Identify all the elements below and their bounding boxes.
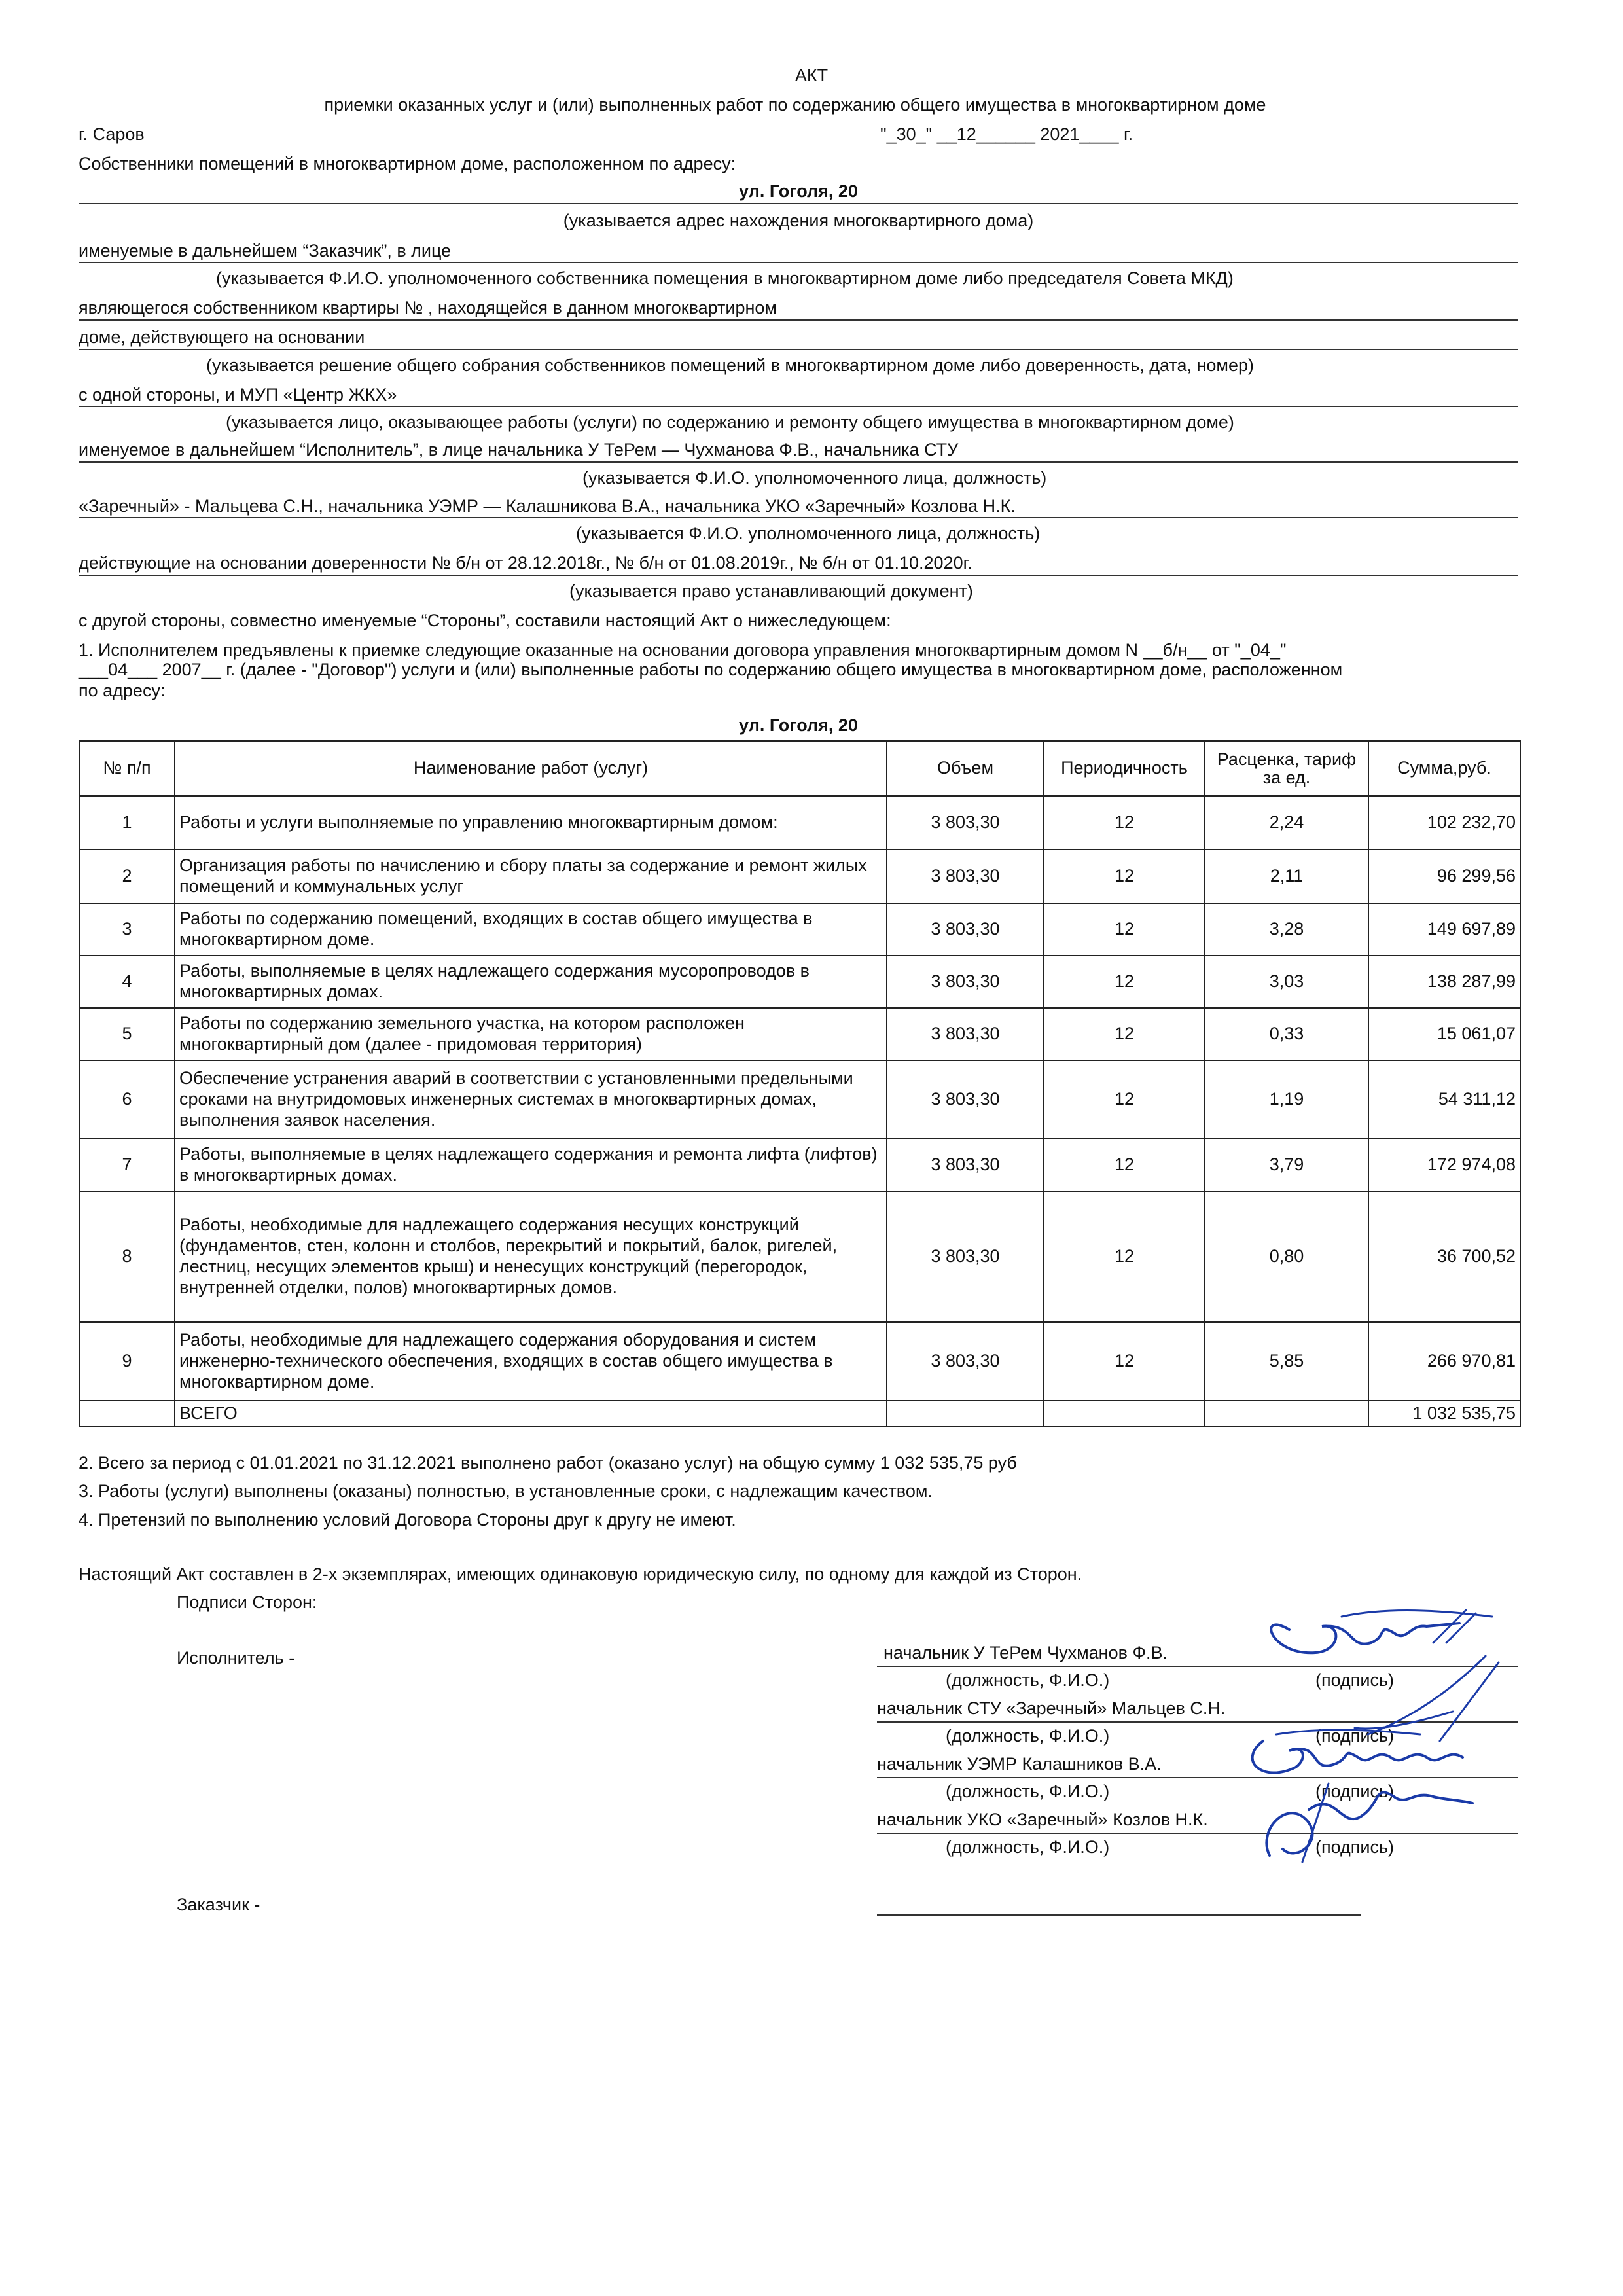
- table-total-row: [79, 1401, 1520, 1427]
- executor-label: Исполнитель -: [177, 1648, 295, 1668]
- row-rate: 1,19: [1205, 1060, 1368, 1139]
- paragraph-4: 4. Претензий по выполнению условий Договора Стороны друг к другу не имеют.: [79, 1510, 736, 1530]
- table-address: ул. Гоголя, 20: [739, 715, 858, 735]
- row-period: 12: [1044, 1322, 1205, 1401]
- house-address: ул. Гоголя, 20: [739, 181, 858, 201]
- row-num: 7: [79, 1139, 175, 1191]
- table-row: [79, 1322, 1520, 1401]
- table-row: [79, 850, 1520, 903]
- row-rate: 0,33: [1205, 1008, 1368, 1060]
- act-title: АКТ: [794, 65, 829, 85]
- row-period: 12: [1044, 903, 1205, 956]
- row-name: Работы, выполняемые в целях надлежащего содержания мусоропроводов в многоквартирных домах.: [175, 956, 887, 1008]
- table-header-row: [79, 741, 1520, 796]
- act-subtitle: приемки оказанных услуг и (или) выполненных работ по содержанию общего имущества в многоквартирном доме: [324, 95, 1266, 115]
- row-rate: 5,85: [1205, 1322, 1368, 1401]
- paragraph-3: 3. Работы (услуги) выполнены (оказаны) полностью, в установленные сроки, с надлежащим качеством.: [79, 1481, 933, 1501]
- paragraph-1-line-1: 1. Исполнителем предъявлены к приемке следующие оказанные на основании договора управления многоквартирным домом N __б/н__ от "_04_": [79, 640, 1287, 660]
- signer-hint: (должность, Ф.И.О.): [946, 1837, 1110, 1857]
- person-hint: (указывается Ф.И.О. уполномоченного лица, должность): [576, 524, 1041, 543]
- row-sum: 138 287,99: [1368, 956, 1520, 1008]
- row-volume: 3 803,30: [887, 796, 1044, 850]
- row-period: 12: [1044, 1191, 1205, 1322]
- header-num: № п/п: [79, 741, 175, 796]
- row-volume: 3 803,30: [887, 956, 1044, 1008]
- row-volume: 3 803,30: [887, 1060, 1044, 1139]
- row-sum: 36 700,52: [1368, 1191, 1520, 1322]
- document-hint: (указывается право устанавливающий документ): [569, 581, 973, 601]
- divider: [79, 461, 1518, 463]
- signer-position: начальник УЭМР Калашников В.А.: [877, 1754, 1162, 1774]
- divider: [79, 575, 1518, 576]
- total-empty-cell: [1044, 1401, 1205, 1427]
- signer-hint: (должность, Ф.И.О.): [946, 1782, 1110, 1801]
- row-volume: 3 803,30: [887, 1191, 1044, 1322]
- persons-line: «Заречный» - Мальцева С.Н., начальника УЭМР — Калашникова В.А., начальника УКО «Заречный» Козлова Н.К.: [79, 496, 1016, 516]
- row-rate: 2,24: [1205, 796, 1368, 850]
- row-num: 2: [79, 850, 175, 903]
- row-name: Организация работы по начислению и сбору платы за содержание и ремонт жилых помещений и коммунальных услуг: [175, 850, 887, 903]
- row-period: 12: [1044, 1060, 1205, 1139]
- row-name: Работы, выполняемые в целях надлежащего содержания и ремонта лифта (лифтов) в многоквартирных домах.: [175, 1139, 887, 1191]
- row-num: 5: [79, 1008, 175, 1060]
- row-sum: 149 697,89: [1368, 903, 1520, 956]
- house-basis-line: доме, действующего на основании: [79, 327, 365, 347]
- act-date: "_30_" __12______ 2021____ г.: [880, 124, 1133, 144]
- row-name: Работы по содержанию помещений, входящих в состав общего имущества в многоквартирном доме.: [175, 903, 887, 956]
- table-row: [79, 1191, 1520, 1322]
- one-side-line: с одной стороны, и МУП «Центр ЖКХ»: [79, 385, 397, 404]
- row-rate: 0,80: [1205, 1191, 1368, 1322]
- row-volume: 3 803,30: [887, 1008, 1044, 1060]
- row-sum: 15 061,07: [1368, 1008, 1520, 1060]
- row-period: 12: [1044, 1139, 1205, 1191]
- row-volume: 3 803,30: [887, 1322, 1044, 1401]
- row-volume: 3 803,30: [887, 850, 1044, 903]
- table-row: [79, 903, 1520, 956]
- table-row: [79, 956, 1520, 1008]
- signature-mark: [1230, 1770, 1505, 1873]
- signer-hint: (должность, Ф.И.О.): [946, 1670, 1110, 1690]
- row-volume: 3 803,30: [887, 1139, 1044, 1191]
- total-label: ВСЕГО: [175, 1401, 887, 1427]
- row-sum: 172 974,08: [1368, 1139, 1520, 1191]
- table-row: [79, 1008, 1520, 1060]
- row-volume: 3 803,30: [887, 903, 1044, 956]
- executor-line: именуемое в дальнейшем “Исполнитель”, в лице начальника У ТеРем — Чухманова Ф.В., начальника СТУ: [79, 440, 959, 459]
- total-empty-cell: [887, 1401, 1044, 1427]
- header-name: Наименование работ (услуг): [175, 741, 887, 796]
- customer-line: именуемые в дальнейшем “Заказчик”, в лице: [79, 241, 452, 260]
- other-side-line: с другой стороны, совместно именуемые “Стороны”, составили настоящий Акт о нижеследующем:: [79, 611, 891, 630]
- row-period: 12: [1044, 1008, 1205, 1060]
- row-num: 3: [79, 903, 175, 956]
- row-sum: 54 311,12: [1368, 1060, 1520, 1139]
- header-period: Периодичность: [1044, 741, 1205, 796]
- signer-position: начальник У ТеРем Чухманов Ф.В.: [883, 1643, 1168, 1662]
- row-rate: 3,79: [1205, 1139, 1368, 1191]
- person-hint: (указывается Ф.И.О. уполномоченного лица, должность): [582, 468, 1047, 488]
- signer-position: начальник УКО «Заречный» Козлов Н.К.: [877, 1810, 1208, 1829]
- paragraph-1-line-3: по адресу:: [79, 681, 166, 700]
- row-rate: 2,11: [1205, 850, 1368, 903]
- city: г. Саров: [79, 124, 145, 144]
- signature-hint: (подпись): [1315, 1670, 1395, 1690]
- divider: [79, 349, 1518, 350]
- total-empty-cell: [1205, 1401, 1368, 1427]
- row-period: 12: [1044, 956, 1205, 1008]
- address-hint: (указывается адрес нахождения многоквартирного дома): [563, 211, 1034, 230]
- signatures-title: Подписи Сторон:: [177, 1592, 317, 1612]
- header-volume: Объем: [887, 741, 1044, 796]
- row-name: Обеспечение устранения аварий в соответствии с установленными предельными сроками на внутридомовых инженерных системах в многоквартирных домах, выполнения заявок населения.: [175, 1060, 887, 1139]
- divider: [79, 406, 1518, 407]
- paragraph-1-line-2: ___04___ 2007__ г. (далее - "Договор") услуги и (или) выполненные работы по содержанию общего имущества в многоквартирном доме, расположенном: [79, 660, 1343, 679]
- table-row: [79, 796, 1520, 850]
- owner-apartment-line: являющегося собственником квартиры № , находящейся в данном многоквартирном: [79, 298, 777, 317]
- row-num: 9: [79, 1322, 175, 1401]
- row-num: 4: [79, 956, 175, 1008]
- row-period: 12: [1044, 796, 1205, 850]
- header-rate: Расценка, тариф за ед.: [1205, 741, 1368, 796]
- row-sum: 102 232,70: [1368, 796, 1520, 850]
- owners-address-line: Собственники помещений в многоквартирном доме, расположенном по адресу:: [79, 154, 736, 173]
- provider-hint: (указывается лицо, оказывающее работы (услуги) по содержанию и ремонту общего имущества в многоквартирном доме): [226, 412, 1234, 432]
- customer-label: Заказчик -: [177, 1895, 260, 1914]
- row-name: Работы, необходимые для надлежащего содержания несущих конструкций (фундаментов, стен, колонн и столбов, перекрытий и покрытий, балок, ригелей, лестниц, несущих элементов крыш) и ненесущих конструкций (перегородок, внутренней отделки, полов) многоквартирных домов.: [175, 1191, 887, 1322]
- header-sum: Сумма,руб.: [1368, 741, 1520, 796]
- works-table: [79, 740, 1521, 1427]
- row-name: Работы и услуги выполняемые по управлению многоквартирным домом:: [175, 796, 887, 850]
- row-sum: 96 299,56: [1368, 850, 1520, 903]
- signature-hint: (подпись): [1315, 1782, 1395, 1801]
- table-row: [79, 1139, 1520, 1191]
- signature-hint: (подпись): [1315, 1726, 1395, 1746]
- divider: [79, 262, 1518, 263]
- signer-hint: (должность, Ф.И.О.): [946, 1726, 1110, 1746]
- row-num: 8: [79, 1191, 175, 1322]
- total-empty-cell: [79, 1401, 175, 1427]
- row-name: Работы, необходимые для надлежащего содержания оборудования и систем инженерно-технического обеспечения, входящих в состав общего имущества в многоквартирном доме.: [175, 1322, 887, 1401]
- total-sum: 1 032 535,75: [1368, 1401, 1520, 1427]
- divider: [79, 319, 1518, 321]
- customer-hint: (указывается Ф.И.О. уполномоченного собственника помещения в многоквартирном доме либо председателя Совета МКД): [216, 268, 1234, 288]
- power-of-attorney-line: действующие на основании доверенности № б/н от 28.12.2018г., № б/н от 01.08.2019г., № б/н от 01.10.2020г.: [79, 553, 972, 573]
- copies-statement: Настоящий Акт составлен в 2-х экземплярах, имеющих одинаковую юридическую силу, по одному для каждой из Сторон.: [79, 1564, 1082, 1584]
- row-rate: 3,03: [1205, 956, 1368, 1008]
- table-row: [79, 1060, 1520, 1139]
- paragraph-2: 2. Всего за период с 01.01.2021 по 31.12.2021 выполнено работ (оказано услуг) на общую сумму 1 032 535,75 руб: [79, 1453, 1017, 1473]
- decision-hint: (указывается решение общего собрания собственников помещений в многоквартирном доме либо доверенность, дата, номер): [206, 355, 1255, 375]
- divider: [79, 517, 1518, 518]
- divider: [79, 203, 1518, 204]
- row-period: 12: [1044, 850, 1205, 903]
- row-rate: 3,28: [1205, 903, 1368, 956]
- row-num: 1: [79, 796, 175, 850]
- signer-position: начальник СТУ «Заречный» Мальцев С.Н.: [877, 1698, 1226, 1718]
- signature-hint: (подпись): [1315, 1837, 1395, 1857]
- row-name: Работы по содержанию земельного участка, на котором расположен многоквартирный дом (далее - придомовая территория): [175, 1008, 887, 1060]
- customer-signature-line: [877, 1914, 1361, 1916]
- row-num: 6: [79, 1060, 175, 1139]
- row-sum: 266 970,81: [1368, 1322, 1520, 1401]
